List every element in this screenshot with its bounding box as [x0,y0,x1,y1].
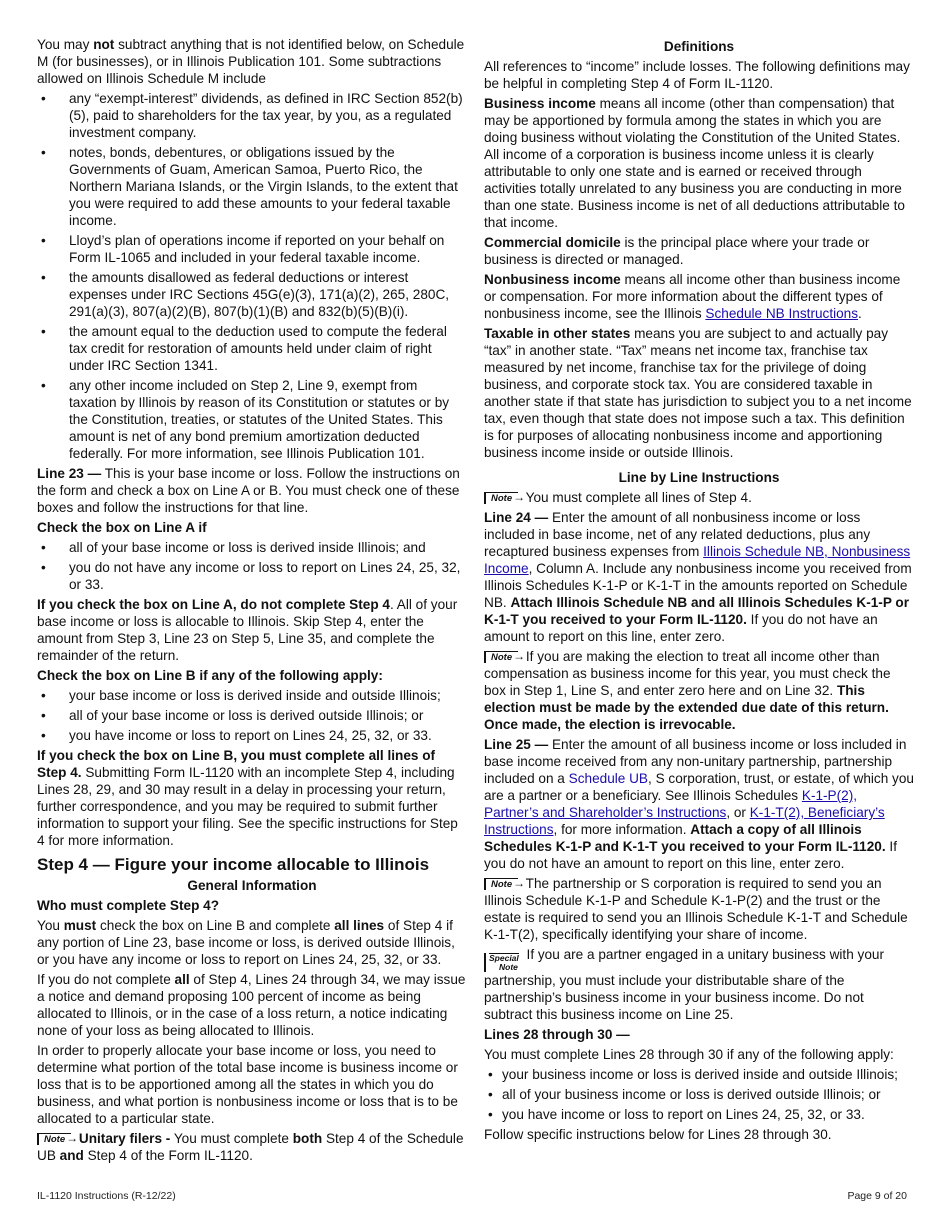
step4-note: Note → You must complete all lines of Step 4. [484,489,914,506]
definitions-intro: All references to “income” include losses. The following definitions may be helpful in completing Step 4 of Form IL-1120. [484,59,910,91]
footer-page-number: Page 9 of 20 [847,1190,907,1202]
general-information-heading: General Information [187,878,317,893]
business-income-definition: Business income means all income (other than compensation) that may be apportioned by formula among the states in which you are doing business without violating the Constitution of the United States. All income of a corporation is business income unless it is clearly attributable to only one state and is earned or received through activities totally unrelated to any business you are conducting in more than one state. Business income is net of all deductions attributable to that income. [484,96,905,230]
note-icon: Note → [484,651,518,663]
list-item: • any “exempt-interest” dividends, as defined in IRC Section 852(b)(5), paid to shareholders for the tax year, by you, as a regulated investment company. [37,90,467,141]
lineB-list [37,687,467,744]
schedule-ub-link[interactable]: Schedule UB [568,771,649,786]
note-icon: Note → [484,492,518,504]
list-item: • any other income included on Step 2, Line 9, exempt from taxation by Illinois by reason of its Constitution or statutes or by the Constitution, treaties, or statutes of the United States. This amount is net of any bond premium amortization deducted federally. For more information, see Illinois Publication 101. [37,377,467,462]
commercial-domicile-definition: Commercial domicile is the principal place where your trade or business is directed or managed. [484,235,870,267]
list-item: • you have income or loss to report on Lines 24, 25, 32, or 33. [37,727,467,744]
special-note: Special Note If you are a partner engaged in a unitary business with your partnership, you must include your distributable share of the partnership’s business income in your business income. Do not subtract this business income on Line 25. [484,947,884,1022]
schedule-nb-instructions-link[interactable]: Schedule NB Instructions [705,306,859,321]
list-item: • notes, bonds, debentures, or obligations issued by the Governments of Guam, American Samoa, Puerto Rico, the Northern Mariana Islands, or the Virgin Islands, to the extent that you were required to add these amounts to your federal taxable income. [37,144,467,229]
lineB-heading: Check the box on Line B if any of the following apply: [37,668,383,683]
list-item: • Lloyd’s plan of operations income if reported on your behalf on Form IL-1065 and included in your federal taxable income. [37,232,467,266]
list-item: • you have income or loss to report on Lines 24, 25, 32, or 33. [484,1106,914,1123]
nonbusiness-income-definition: Nonbusiness income means all income other than business income or compensation. For more information about the different types of nonbusiness income, see the Illinois Schedule NB Instructions. [484,272,901,321]
incomplete-paragraph: If you do not complete all of Step 4, Lines 24 through 34, we may issue a notice and demand proposing 100 percent of income as being allocated to Illinois, or in the case of a loss return, a notice indicating none of your loss as being allocated to Illinois. [37,972,466,1038]
line-by-line-heading: Line by Line Instructions [618,470,780,485]
election-note: Note → If you are making the election to treat all income other than compensation as business income for this year, you must check the box in Step 1, Line S, and enter zero here and on Line 32. This election must be made by the extended due date of this return. Once made, the election is irrevocable. [484,648,914,733]
schedule-nb-link[interactable]: Illinois Schedule NB, Nonbusiness Income [484,544,911,576]
k1t2-instructions-link[interactable]: K-1-T(2), Beneficiary’s Instructions [484,805,885,837]
list-item: • your base income or loss is derived inside and outside Illinois; [37,687,467,704]
list-item: • the amounts disallowed as federal deductions or interest expenses under IRC Sections 45G(e)(3), 171(a)(2), 265, 280C, 291(a)(3), 807(a)(2)(B), 807(b)(1)(B) and 832(b)(5)(B)(i). [37,269,467,320]
right-column [484,36,914,1146]
list-item: • all of your base income or loss is derived outside Illinois; or [37,707,467,724]
definitions-heading: Definitions [663,39,735,54]
lineA-instruction: If you check the box on Line A, do not complete Step 4. All of your base income or loss is allocable to Illinois. Skip Step 4, enter the amount from Step 3, Line 23 on Step 5, Line 35, and complete the remainder of the return. [37,597,458,663]
partnership-note: Note → The partnership or S corporation is required to send you an Illinois Schedule K-1-P and Schedule K-1-P(2) and the trust or the estate is required to send you an Illinois Schedule K-1-T and Schedule K-1-T(2), specifically identifying your share of income. [484,875,914,943]
line24-paragraph: Line 24 — Enter the amount of all nonbusiness income or loss included in base income, net of any related deductions, plus any recaptured business expenses from Illinois Schedule NB, Nonbusiness Income, Column A. Include any nonbusiness income you received from Illinois Schedules K-1-P or K-1-T in the amounts reported on Schedule NB. Attach Illinois Schedule NB and all Illinois Schedules K-1-P or K-1-T you received to your Form IL-1120. If you do not have an amount to report on this line, enter zero. [484,510,912,644]
list-item: • the amount equal to the deduction used to compute the federal tax credit for restoration of amounts held under claim of right under IRC Section 1341. [37,323,467,374]
k1p2-instructions-link[interactable]: K-1-P(2), Partner’s and Shareholder’s Instructions [484,788,858,820]
unitary-note: Note → Unitary filers - You must complete both Step 4 of the Schedule UB and Step 4 of the Form IL-1120. [37,1130,467,1164]
subtractions-intro: You may not subtract anything that is not identified below, on Schedule M (for businesses), or in Illinois Publication 101. Some subtractions allowed on Illinois Schedule M include [37,37,465,86]
lineA-heading: Check the box on Line A if [37,520,207,535]
lines28-30-list [484,1066,914,1123]
list-item: • your business income or loss is derived inside and outside Illinois; [484,1066,914,1083]
who-heading: Who must complete Step 4? [37,898,220,913]
note-icon: Note → [484,878,518,890]
list-item: • you do not have any income or loss to report on Lines 24, 25, 32, or 33. [37,559,467,593]
footer-form-id: IL-1120 Instructions (R-12/22) [37,1190,176,1202]
list-item: • all of your base income or loss is derived inside Illinois; and [37,539,467,556]
lines28-30-heading: Lines 28 through 30 — [484,1027,630,1042]
note-icon: Note → [37,1133,71,1145]
special-note-icon: Special Note [484,953,519,972]
subtractions-list [37,90,467,462]
lineA-list [37,539,467,593]
line25-paragraph: Line 25 — Enter the amount of all business income or loss included in base income received from any non-unitary partnership, partnership included on a Schedule UB, S corporation, trust, or estate, of which you are a partner or a beneficiary. See Illinois Schedules K-1-P(2), Partner’s and Shareholder’s Instructions, or K-1-T(2), Beneficiary’s Instructions, for more information. Attach a copy of all Illinois Schedules K-1-P and K-1-T you received to your Form IL-1120. If you do not have an amount to report on this line, enter zero. [484,737,914,871]
allocation-paragraph: In order to properly allocate your base income or loss, you need to determine what portion of the total base income is business income or loss that is to be apportioned among all the states in which you do business, and what portion is nonbusiness income or loss that is to be allocated to a particular state. [37,1043,458,1126]
left-column [37,36,467,1167]
who-paragraph: You must check the box on Line B and complete all lines of Step 4 if any portion of Line 23, base income or loss, is derived outside Illinois, or you have any income or loss to report on Lines 24, 25, 32, or 33. [37,918,455,967]
lines28-30-follow: Follow specific instructions below for Lines 28 through 30. [484,1127,832,1142]
taxable-other-states-definition: Taxable in other states means you are subject to and actually pay “tax” in another state. “Tax” means net income tax, franchise tax measured by net income, franchise tax for the privilege of doing business, and corporate stock tax. You are considered taxable in another state if that state has jurisdiction to subject you to a net income tax, even though that state does not impose such a tax. This definition is for purposes of allocating nonbusiness income and apportioning business income inside or outside Illinois. [484,326,912,460]
line23-paragraph: Line 23 — This is your base income or loss. Follow the instructions on the form and check a box on Line A or B. You must check one of these boxes and follow the instructions for that line. [37,466,460,515]
list-item: • all of your business income or loss is derived outside Illinois; or [484,1086,914,1103]
lines28-30-intro: You must complete Lines 28 through 30 if any of the following apply: [484,1047,894,1062]
step4-title: Step 4 — Figure your income allocable to Illinois [37,855,430,874]
lineB-instruction: If you check the box on Line B, you must complete all lines of Step 4. Submitting Form IL-1120 with an incomplete Step 4, including Lines 28, 29, and 30 may result in a delay in processing your return, further correspondence, and you may be required to submit further information to support your filing. See the specific instructions for Step 4 for more information. [37,748,458,848]
